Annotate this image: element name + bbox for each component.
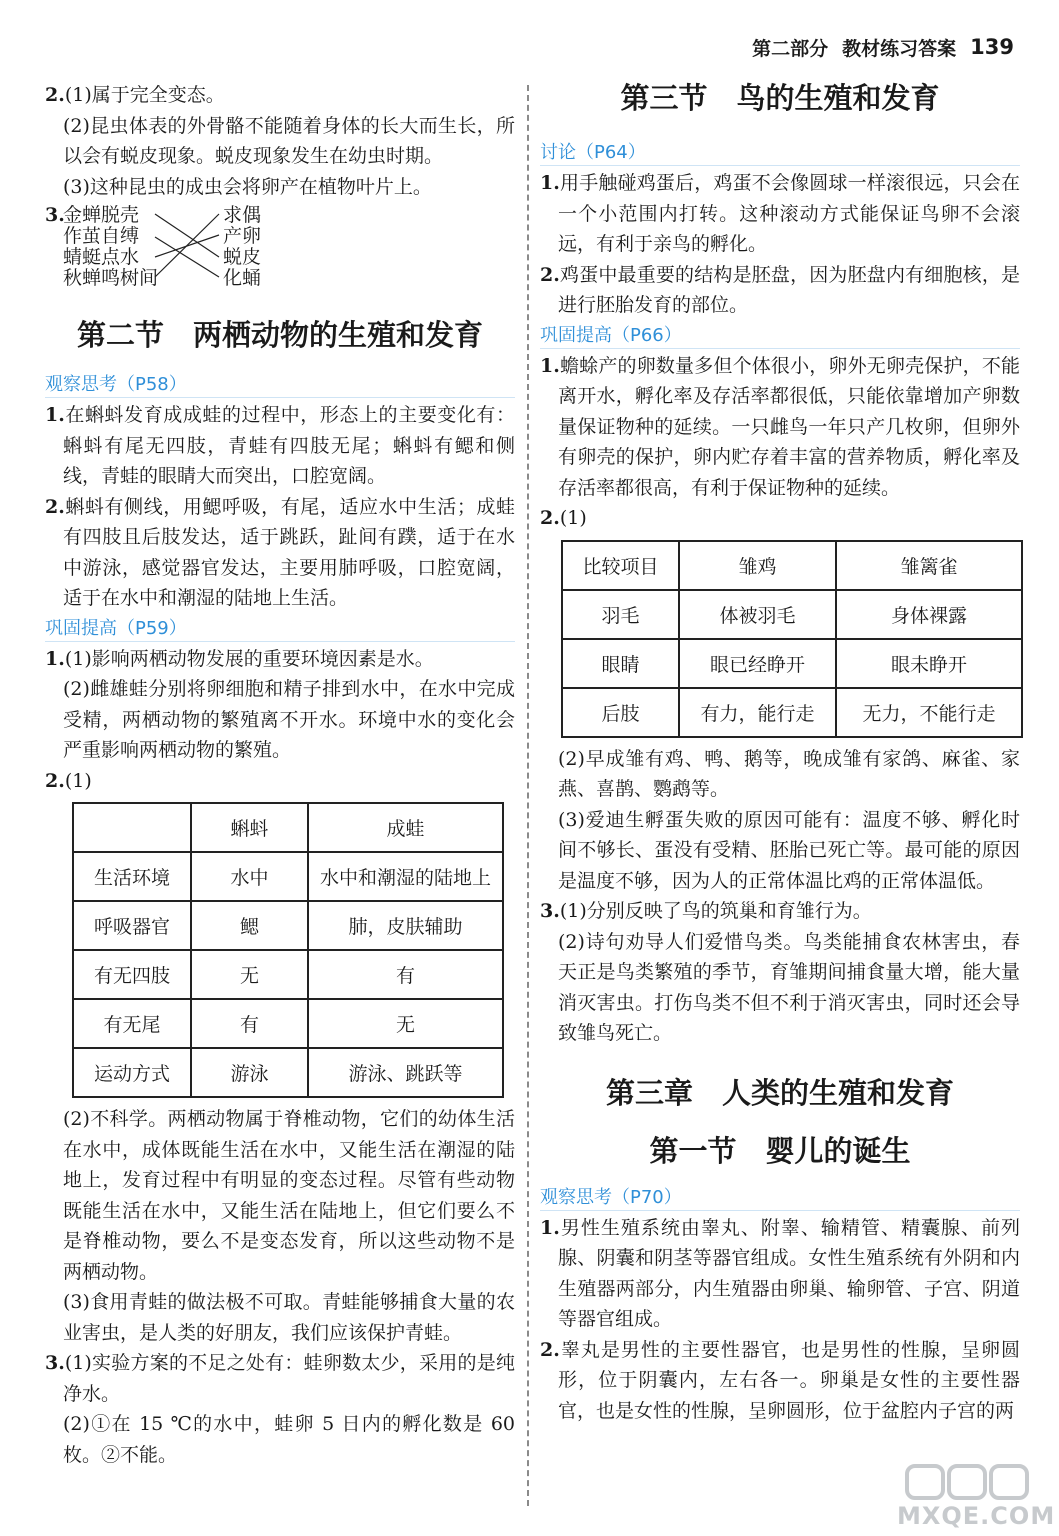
table-header-cell: 雏鸡 bbox=[679, 541, 836, 590]
table-cell: 有 bbox=[191, 999, 308, 1048]
page-number: 139 bbox=[970, 35, 1014, 59]
table-row bbox=[562, 639, 1022, 688]
watermark-graphic bbox=[897, 1460, 1037, 1504]
table-cell: 运动方式 bbox=[73, 1048, 191, 1097]
table-cell: 后肢 bbox=[562, 688, 679, 737]
table-cell: 眼未睁开 bbox=[836, 639, 1022, 688]
table-header-cell: 雏篱雀 bbox=[836, 541, 1022, 590]
table-header-cell: 蝌蚪 bbox=[191, 803, 308, 852]
table-row bbox=[562, 688, 1022, 737]
table-cell: 水中和潮湿的陆地上 bbox=[308, 852, 503, 901]
answer-2-3: (3)食用青蛙的做法极不可取。青蛙能够捕食大量的农业害虫，是人类的好朋友，我们应该保护青蛙。 bbox=[63, 1291, 515, 1344]
column-divider bbox=[527, 85, 529, 1506]
matching-exercise bbox=[45, 202, 515, 289]
question-1: 1.在蝌蚪发育成成蛙的过程中，形态上的主要变化有：蝌蚪有尾无四肢，青蛙有四肢无尾；蝌蚪有鳃和侧线，青蛙的眼睛大而突出，口腔宽阔。 bbox=[45, 404, 515, 487]
comparison-table bbox=[561, 540, 1023, 738]
table-header-row bbox=[562, 541, 1022, 590]
table-cell: 生活环境 bbox=[73, 852, 191, 901]
watermark-text: MXQE.COM bbox=[897, 1502, 1056, 1530]
table-cell: 呼吸器官 bbox=[73, 901, 191, 950]
match-right-item: 化蛹 bbox=[223, 267, 262, 289]
table-cell: 身体裸露 bbox=[836, 590, 1022, 639]
question-2: 2.睾丸是男性的主要性器官，也是男性的性腺，呈卵圆形，位于阴囊内，左右各一。卵巢是女性的主要性器官，也是女性的性腺，呈卵圆形，位于盆腔内子宫的两 bbox=[540, 1338, 1020, 1422]
match-right-item: 求偶 bbox=[223, 204, 262, 226]
answer-3-2: (2)①在 15 ℃的水中，蛙卵 5 日内的孵化数是 60 枚。②不能。 bbox=[63, 1413, 515, 1466]
question-3-label: 3. bbox=[45, 204, 65, 226]
table-cell: 眼睛 bbox=[562, 639, 679, 688]
table-cell: 无 bbox=[308, 999, 503, 1048]
watermark-logo bbox=[897, 1460, 1056, 1532]
match-left-item: 金蝉脱壳 bbox=[63, 204, 140, 226]
match-left-item: 作茧自缚 bbox=[63, 225, 140, 247]
subsection-heading: 讨论（P64） bbox=[540, 138, 1020, 168]
left-column bbox=[45, 80, 515, 1516]
header-subtitle: 教材练习答案 bbox=[842, 37, 957, 60]
subsection-heading: 巩固提高（P66） bbox=[540, 321, 1020, 351]
question-1: 1.蟾蜍产的卵数量多但个体很小，卵外无卵壳保护，不能离开水，孵化率及存活率都很低，只能依靠增加产卵数量保证物种的延续。一只雌鸟一年只产几枚卵，但卵外有卵壳的保护，卵内贮存着丰富的营养物质，孵化率及存活率都很高，有利于保证物种的延续。 bbox=[540, 354, 1020, 499]
table-row bbox=[73, 852, 503, 901]
table-cell: 有无四肢 bbox=[73, 950, 191, 999]
answer-2-3: (3)爱迪生孵蛋失败的原因可能有：温度不够、孵化时间不够长、蛋没有受精、胚胎已死亡等。最可能的原因是温度不够，因为人的正常体温比鸡的正常体温低。 bbox=[558, 808, 1020, 892]
table-cell: 游泳 bbox=[191, 1048, 308, 1097]
table-cell: 体被羽毛 bbox=[679, 590, 836, 639]
question-1: 1.男性生殖系统由睾丸、附睾、输精管、精囊腺、前列腺、阴囊和阴茎等器官组成。女性生殖系统有外阴和内生殖器两部分，内生殖器由卵巢、输卵管、子宫、阴道等器官组成。 bbox=[540, 1216, 1020, 1330]
table-header-cell: 成蛙 bbox=[308, 803, 503, 852]
matching-lines bbox=[153, 202, 223, 286]
question-1: 1.(1)影响两栖动物发展的重要环境因素是水。 bbox=[45, 647, 434, 670]
question-1: 1.用手触碰鸡蛋后，鸡蛋不会像圆球一样滚很远，只会在一个小范围内打转。这种滚动方式能保证鸟卵不会滚远，有利于亲鸟的孵化。 bbox=[540, 172, 1020, 255]
answer-1-2: (2)雌雄蛙分别将卵细胞和精子排到水中，在水中完成受精，两栖动物的繁殖离不开水。环境中水的变化会严重影响两栖动物的繁殖。 bbox=[63, 678, 515, 761]
section-title: 第一节 婴儿的诞生 bbox=[649, 1133, 911, 1168]
question-3: 3.(1)实验方案的不足之处有：蛙卵数太少，采用的是纯净水。 bbox=[45, 1352, 515, 1405]
table-row bbox=[73, 950, 503, 999]
question-2: 2.(1)属于完全变态。 bbox=[45, 84, 225, 106]
answer-2-3: (3)这种昆虫的成虫会将卵产在植物叶片上。 bbox=[63, 175, 432, 198]
table-cell: 有 bbox=[308, 950, 503, 999]
match-left-item: 秋蝉鸣树间 bbox=[63, 267, 159, 289]
subsection-heading: 观察思考（P58） bbox=[45, 370, 515, 400]
subsection-heading: 观察思考（P70） bbox=[540, 1183, 1020, 1213]
chapter-title: 第三章 人类的生殖和发育 bbox=[605, 1075, 954, 1110]
section-title: 第二节 两栖动物的生殖和发育 bbox=[76, 318, 483, 352]
page-header bbox=[752, 30, 1014, 64]
table-cell: 羽毛 bbox=[562, 590, 679, 639]
table-cell: 游泳、跳跃等 bbox=[308, 1048, 503, 1097]
table-cell: 有力，能行走 bbox=[679, 688, 836, 737]
section-title: 第三节 鸟的生殖和发育 bbox=[620, 81, 940, 115]
table-row bbox=[73, 1048, 503, 1097]
question-2: 2.(1) bbox=[540, 507, 587, 529]
answer-3-2: (2)诗句劝导人们爱惜鸟类。鸟类能捕食农林害虫，春天正是鸟类繁殖的季节，育雏期间捕食量大增，能大量消灭害虫。打伤鸟类不但不利于消灭害虫，同时还会导致雏鸟死亡。 bbox=[558, 930, 1020, 1044]
table-row bbox=[73, 999, 503, 1048]
answer-2-2: (2)早成雏有鸡、鸭、鹅等，晚成雏有家鸽、麻雀、家燕、喜鹊、鹦鹉等。 bbox=[558, 747, 1020, 800]
table-cell: 水中 bbox=[191, 852, 308, 901]
table-cell: 鳃 bbox=[191, 901, 308, 950]
comparison-table bbox=[72, 802, 504, 1098]
table-cell: 无力，不能行走 bbox=[836, 688, 1022, 737]
table-cell: 眼已经睁开 bbox=[679, 639, 836, 688]
table-cell: 无 bbox=[191, 950, 308, 999]
question-2: 2.(1) bbox=[45, 769, 92, 792]
right-column bbox=[540, 80, 1020, 1516]
subsection-heading: 巩固提高（P59） bbox=[45, 614, 515, 644]
table-row bbox=[562, 590, 1022, 639]
question-2: 2.鸡蛋中最重要的结构是胚盘，因为胚盘内有细胞核，是进行胚胎发育的部位。 bbox=[540, 263, 1020, 316]
match-right-item: 蜕皮 bbox=[223, 246, 262, 268]
table-header-row bbox=[73, 803, 503, 852]
match-left-item: 蜻蜓点水 bbox=[63, 246, 140, 268]
table-header-cell: 比较项目 bbox=[562, 541, 679, 590]
question-3: 3.(1)分别反映了鸟的筑巢和育雏行为。 bbox=[540, 900, 872, 922]
table-header-cell bbox=[73, 803, 191, 852]
answer-2-2: (2)昆虫体表的外骨骼不能随着身体的长大而生长，所以会有蜕皮现象。蜕皮现象发生在幼虫时期。 bbox=[63, 114, 515, 167]
table-cell: 有无尾 bbox=[73, 999, 191, 1048]
match-right-item: 产卵 bbox=[223, 225, 262, 247]
header-section: 第二部分 bbox=[752, 37, 829, 60]
answer-2-2: (2)不科学。两栖动物属于脊椎动物，它们的幼体生活在水中，成体既能生活在水中，又能生活在潮湿的陆地上，发育过程中有明显的变态过程。尽管有些动物既能生活在水中，又能生活在陆地上，但它们要么不是脊椎动物，要么不是变态发育，所以这些动物不是两栖动物。 bbox=[63, 1108, 515, 1283]
question-2: 2.蝌蚪有侧线，用鳃呼吸，有尾，适应水中生活；成蛙有四肢且后肢发达，适于跳跃，趾间有蹼，适于在水中游泳，感觉器官发达，主要用肺呼吸，口腔宽阔，适于在水中和潮湿的陆地上生活。 bbox=[45, 495, 515, 609]
table-cell: 肺，皮肤辅助 bbox=[308, 901, 503, 950]
table-row bbox=[73, 901, 503, 950]
